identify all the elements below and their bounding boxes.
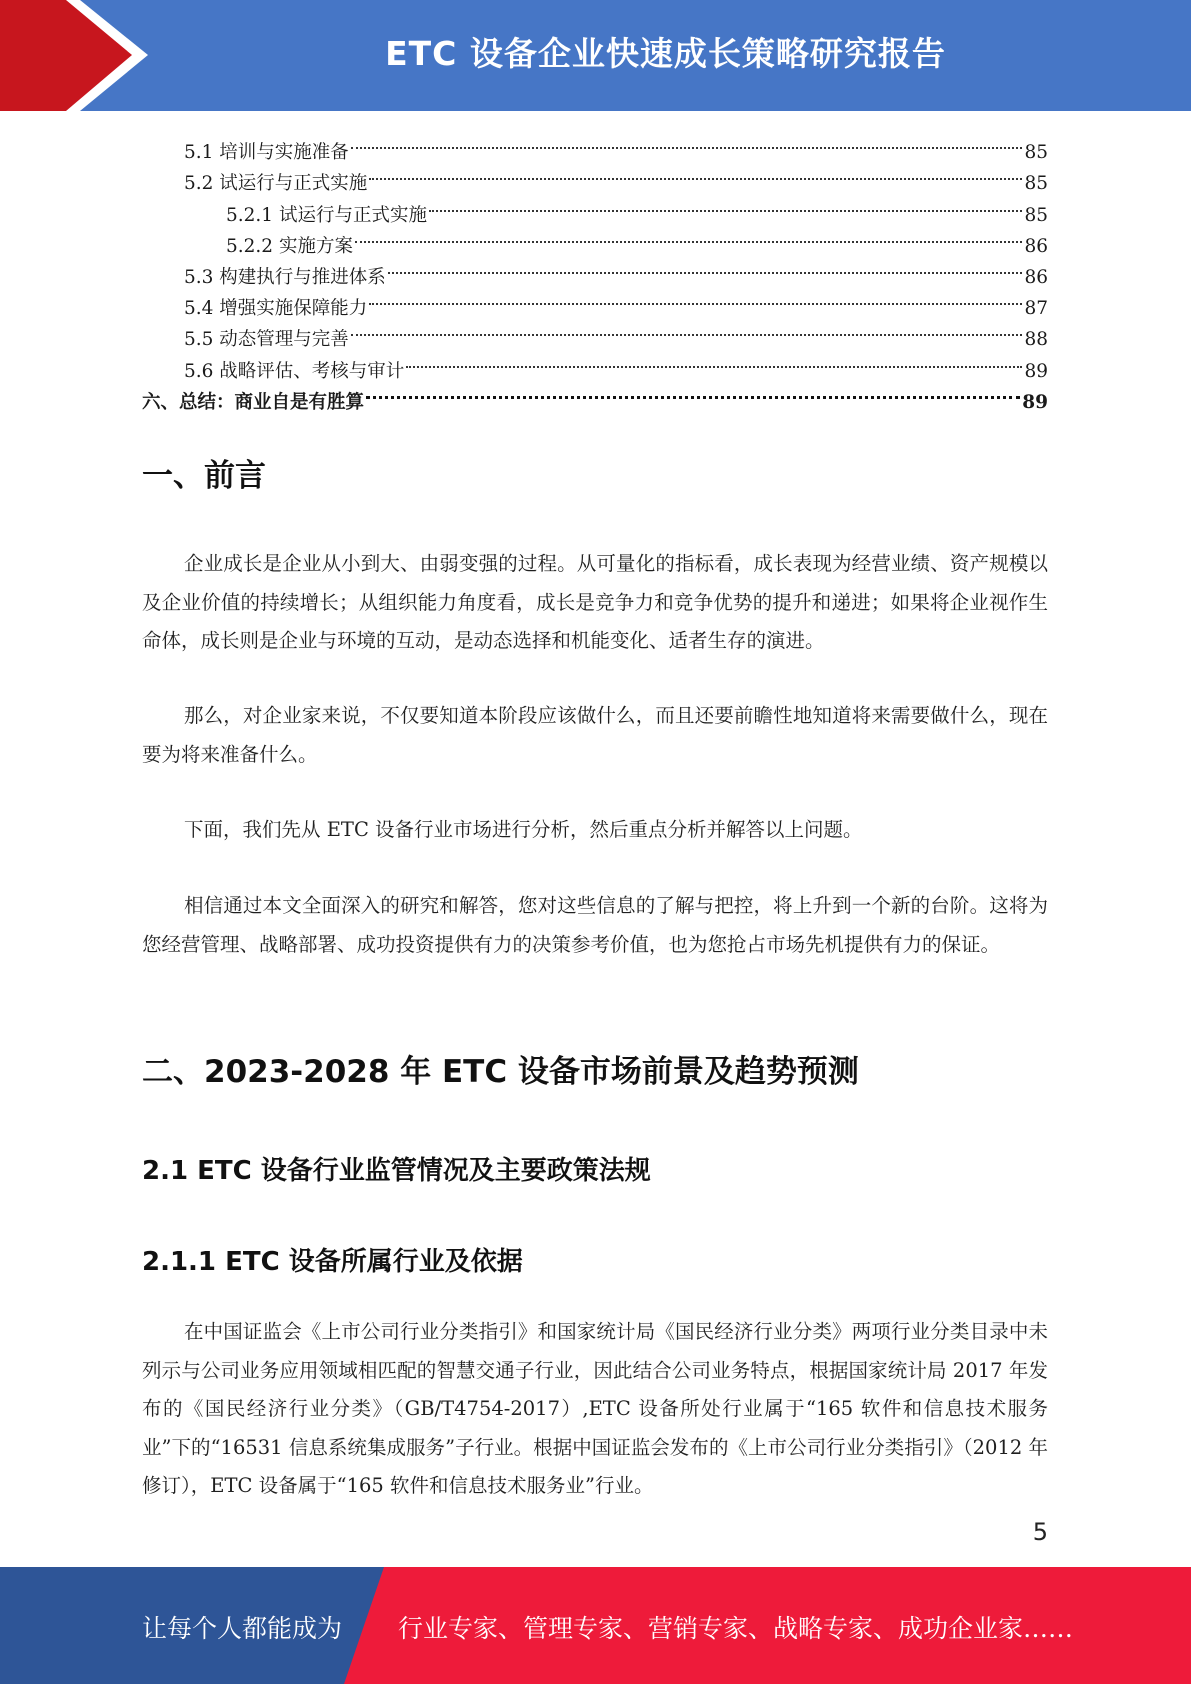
- toc-entry-page: 89: [1022, 391, 1048, 413]
- toc-entry-label: 5.2.2 实施方案: [226, 235, 353, 257]
- toc-entry-label: 5.4 增强实施保障能力: [184, 298, 368, 320]
- toc-entry-page: 85: [1024, 204, 1048, 226]
- toc-entry-page: 85: [1024, 173, 1048, 195]
- section-2-1-heading: 2.1 ETC 设备行业监管情况及主要政策法规: [142, 1156, 651, 1186]
- page-number: 5: [1032, 1518, 1048, 1546]
- toc-entry-page: 85: [1024, 142, 1048, 164]
- footer-slogan-right: 行业专家、管理专家、营销专家、战略专家、成功企业家……: [398, 1614, 1074, 1643]
- toc-entry[interactable]: [142, 221, 1048, 257]
- table-of-contents: [142, 127, 1048, 413]
- toc-entry-label: 5.2 试运行与正式实施: [184, 173, 368, 195]
- toc-leader-dots: [388, 252, 1023, 283]
- section-2-1-1-heading: 2.1.1 ETC 设备所属行业及依据: [142, 1247, 523, 1277]
- chapter-2-heading: 二、2023-2028 年 ETC 设备市场前景及趋势预测: [142, 1054, 859, 1090]
- toc-leader-dots: [406, 345, 1022, 376]
- toc-entry-label: 六、总结：商业自是有胜算: [142, 391, 365, 413]
- preface-paragraph-4: 相信通过本文全面深入的研究和解答，您对这些信息的了解与把控，将上升到一个新的台阶。这将为您经营管理、战略部署、成功投资提供有力的决策参考价值，也为您抢占市场先机提供有力的保证。: [142, 894, 1048, 956]
- toc-leader-dots: [369, 283, 1022, 314]
- toc-leader-dots: [351, 314, 1023, 345]
- header-arrow-icon: [0, 0, 150, 111]
- toc-entry-page: 88: [1024, 329, 1048, 351]
- toc-entry-page: 87: [1024, 298, 1048, 320]
- toc-entry[interactable]: [142, 189, 1048, 226]
- toc-entry-label: 5.6 战略评估、考核与审计: [184, 360, 405, 382]
- report-title: ETC 设备企业快速成长策略研究报告: [385, 34, 946, 73]
- toc-leader-dots: [351, 127, 1023, 158]
- toc-entry-label: 5.2.1 试运行与正式实施: [226, 204, 427, 226]
- toc-entry-label: 5.3 构建执行与推进体系: [184, 266, 386, 288]
- toc-leader-dots: [355, 221, 1023, 252]
- toc-entry-label: 5.1 培训与实施准备: [184, 142, 349, 164]
- page-footer: [0, 1567, 1191, 1684]
- toc-entry[interactable]: [142, 252, 1048, 288]
- toc-entry[interactable]: [142, 377, 1048, 413]
- preface-paragraph-1: 企业成长是企业从小到大、由弱变强的过程。从可量化的指标看，成长表现为经营业绩、资产规模以及企业价值的持续增长；从组织能力角度看，成长是竞争力和竞争优势的提升和递进；如果将企业视作生命体，成长则是企业与环境的互动，是动态选择和机能变化、适者生存的演进。: [142, 552, 1048, 652]
- toc-leader-dots: [369, 158, 1022, 189]
- toc-leader-dots: [366, 377, 1020, 408]
- toc-entry-label: 5.5 动态管理与完善: [184, 329, 349, 351]
- preface-paragraph-2: 那么，对企业家来说，不仅要知道本阶段应该做什么，而且还要前瞻性地知道将来需要做什么，现在要为将来准备什么。: [142, 704, 1048, 766]
- toc-entry-page: 89: [1024, 360, 1048, 382]
- toc-entry[interactable]: [142, 283, 1048, 320]
- footer-slogan-left: 让每个人都能成为: [142, 1614, 343, 1643]
- toc-leader-dots: [429, 189, 1022, 220]
- preface-paragraph-3: 下面，我们先从 ETC 设备行业市场进行分析，然后重点分析并解答以上问题。: [184, 818, 863, 841]
- toc-entry[interactable]: [142, 127, 1048, 164]
- section-2-1-1-paragraph: 在中国证监会《上市公司行业分类指引》和国家统计局《国民经济行业分类》两项行业分类目录中未列示与公司业务应用领域相匹配的智慧交通子行业，因此结合公司业务特点，根据国家统计局 2017 年发布的《国民经济行业分类》（GB/T4754-2017）,ETC 设备所处行业属于“165 软件和信息技术服务业”下的“16531 信息系统集成服务”子行业。根据中国证监会发布的《上市公司行业分类指引》（2012 年修订），ETC 设备属于“165 软件和信息技术服务业”行业。: [142, 1320, 1048, 1497]
- toc-entry[interactable]: [142, 158, 1048, 195]
- toc-entry[interactable]: [142, 345, 1048, 382]
- toc-entry[interactable]: [142, 314, 1048, 351]
- toc-entry-page: 86: [1024, 266, 1048, 288]
- toc-entry-page: 86: [1024, 235, 1048, 257]
- page-header: [0, 0, 1191, 111]
- preface-heading: 一、前言: [142, 458, 266, 494]
